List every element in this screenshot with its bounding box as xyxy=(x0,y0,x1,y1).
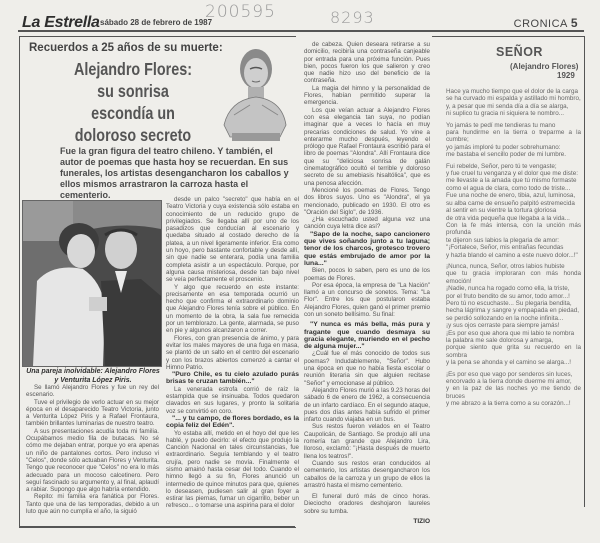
masthead xyxy=(18,12,584,32)
poem-verse: te dijeron sus labios la plegaria de amor: xyxy=(446,236,560,244)
poem-verse: Hace ya mucho tiempo que el dolor de la carga xyxy=(446,88,578,95)
bust-portrait-image xyxy=(220,45,288,143)
article-kicker: Recuerdos a 25 años de su muerte: xyxy=(29,42,223,54)
article-headline: Alejandro Flores: su sonrisa escondía un doloroso secreto xyxy=(73,59,193,145)
poem-verse: Pero tú no escuchaste... Su plegaria bendita, xyxy=(446,299,572,307)
paragraph: ¿Cuál fue el más conocido de todos sus poemas? Indudablemente, "Señor". Hubo una época en que no había fiesta escolar o reunión literaria sin que alguien recitase "Señor" y emocionase al público. xyxy=(304,350,430,387)
poem-verse: hecha lágrima y sangre y empapada en piedad, xyxy=(446,307,580,315)
paragraph: desde un palco "secreto" que había en el Teatro Victoria y cuya existencia sólo estaba en conocimiento de un reducido grupo de privilegiados. Se llegaba allí por uno de los pasadizos que conducían al escenario y quedaba situado al costado derecho de la platea, a un nivel ligeramente inferior. Era como un hoyo, pero bastante confortable y desde allí, sin que nadie se enterara, podía una familia completa asistir a un espectáculo. Porque, por alguna causa misteriosa, desde tan bajo nivel se veía perfectamente el proscenio. xyxy=(166,196,299,284)
page-number: 5 xyxy=(570,16,578,30)
poem-verse: "¡Fortalece, Señor, mis entrañas fecundas xyxy=(446,244,564,252)
newspaper-logo: La Estrella xyxy=(22,14,100,31)
paragraph: A sus presentaciones acudía toda mi familia. Ocupábamos medio fila de butacas. No sé cómo me dejaban entrar, porque yo era apenas un niño de pantalones cortos. Pero incluso vi "Celos", donde sólo actuaban Flores y Venturita. Tengo que reconocer que "Celos" no era lo más adecuado para un mocoso calcetinero. Pero seguí fascinado su argumento y, al final, aplaudí a rabiar. Supongo que algo habría entendido. xyxy=(26,427,159,494)
author-signature: TIZIO xyxy=(413,518,430,525)
paragraph: de cabeza. Quien deseara retirarse a su domicilio, recibiría una contraseña canjeable por entrada para una próxima función. Pues bien, pocos fueron los que salieron y creo que nadie hizo uso del beneficio de la contraseña. xyxy=(304,41,430,85)
paragraph: Bien, pocos lo saben, pero es uno de los poemas de Flores. xyxy=(304,267,430,282)
poem-stanza xyxy=(446,163,581,259)
paragraph: ¿Ha escuchado usted alguna vez una canción cuya letra dice así? xyxy=(304,216,430,231)
paragraph: Por esa época, la empresa de "La Nación" llamó a un concurso de sonetos. Tema: "La Flor". Entre los que postularon estaba Alejandro Flores, quien ganó el primer premio con un soneto bellísimo. Su final: xyxy=(304,281,430,318)
poem-author: (Alejandro Flores) xyxy=(510,62,579,71)
section-label xyxy=(514,16,578,30)
section-name: CRONICA xyxy=(513,18,568,30)
anthem-quote: "... y tu campo, de flores bordado, es la copia feliz del Edén". xyxy=(166,414,299,430)
paragraph: Mencioné los poemas de Flores. Tengo dos libros suyos. Uno es "Alondra", el ya mencionado, publicado en 1930. El otro es "Oración del Siglo", de 1936. xyxy=(304,186,430,216)
poem-verse: yo jamás imploré tu poder sobrehumano: xyxy=(446,143,561,151)
poem-stanza xyxy=(446,122,581,159)
paragraph: La venerada estrofa corrió de raíz la estampida que se insinuaba. Todos quedaron clavados en sus lugares, y pronto la solitaria voz se convirtió en coro. xyxy=(166,385,299,415)
article-column-1 xyxy=(26,384,159,515)
poem-verse: Yo jamás te pedí me tendieras tu mano xyxy=(446,121,556,129)
paragraph: Repito: mi familia era fanática por Flores. Tanto que una de las temporadas, debido a un luto que aún no cumplía el año, la siguió xyxy=(26,493,159,516)
poem-verse: porque siento que grita su recuerdo en la sombra xyxy=(446,344,581,359)
poem-verse: Fue una noche de enero, tibia, azul, luminosa, xyxy=(446,192,576,200)
poem-title: SEÑOR xyxy=(496,45,543,59)
paragraph: Y algo que recuerdo en este instante: precisamente en esa temporada ocurrió un hecho que confirma el extraordinario dominio que Alejandro Flores tenía sobre el público. En un momento de la obra, la sala fue remecida por un temblorazo. La gente, alarmada, se puso en pie y algunos alcanzaron a correr. xyxy=(166,283,299,335)
paragraph: Flores, con gran presencia de ánimo, y para evitar los males mayores de una fuga en masa, se plantó de un salto en el centro del escenario y con los brazos abiertos comenzó a cantar el Himno Patrio. xyxy=(166,334,299,371)
article-column-3 xyxy=(304,41,430,525)
sonnet-quote: "Y nunca es más bella, más pura y fragante que cuando desmaya su gracia elegante, muriendo en el pecho de alguna mujer..." xyxy=(304,321,430,351)
poem-verse: ni suplico tu gracia ni siquiera te nombro... xyxy=(446,110,564,118)
poem-verse: que tu gracia imploraran con más honda emoción! xyxy=(446,270,581,285)
publication-date: sábado 28 de febrero de 1987 xyxy=(100,18,213,27)
poem-verse: la palabra me sale dolorosa y amarga, xyxy=(446,337,554,344)
poem-stanza xyxy=(446,263,581,367)
article-column-2 xyxy=(166,196,299,510)
poem-verse: y en la paz de las noches yo me tiendo de bruces xyxy=(446,385,581,400)
poem-verse: se ha curvado mi espalda y astillado mi hombro, xyxy=(446,95,581,103)
article-lede: Fue la gran figura del teatro chileno. Y también, el autor de poemas que hasta hoy se recuerdan. En sus funerales, los artistas desengancharon los caballos y ellos mismos arrastraron la carroza hasta el cementerio. xyxy=(60,146,289,200)
poem-verse: por el fruto bendito de su amor, todo amor...! xyxy=(446,292,570,300)
poem-stanza xyxy=(446,371,581,408)
paragraph: Alejandro Flores murió a las 9.23 horas del sábado 6 de enero de 1962, a consecuencia de un infarto cardíaco. En el segundo ataque, pues dos días antes había sufrido el primer infarto cuando viajaba en un bus. xyxy=(304,386,430,424)
paragraph: La magia del himno y la personalidad de Flores, habían permitido superar la emergencia. xyxy=(304,84,430,107)
handwritten-reference-number: 8293 xyxy=(330,8,375,27)
poem-verse: ¡Es por eso que ahora que mi labio te nombra xyxy=(446,329,575,337)
paragraph: Tuve el privilegio de verlo actuar en su mejor época en el desaparecido Teatro Victoria, junto a Venturita López Piris y a Rafael Frontaura, también brillantes luminarias de nuestro teatro. xyxy=(26,398,159,428)
paragraph: Sus restos fueron velados en el Teatro Caupolicán, de Santiago. Se produjo allí una romería tan grande que Alejandro Lira, lloroso, exclamó: "¡Hasta después de muerto llena los teatros!". xyxy=(304,423,430,460)
poem-verse: Fui rebelde, Señor, pero tú te vengaste; xyxy=(446,162,557,170)
poem-verse: ¡Nadie, nunca ha rogado como ella, la triste, xyxy=(446,285,570,293)
poem-year: 1929 xyxy=(557,71,575,80)
handwritten-archive-number: 200595 xyxy=(205,2,276,22)
song-quote: "Sapo de la noche, sapo cancionero que vives soñando junto a tu laguna; tenor de los charcos, grotesco trovero que estás embrujado de amor por la luna..." xyxy=(304,230,430,267)
poem-verse: se perdió sollozando en la noche infinita... xyxy=(446,314,564,322)
poem-verse: ¡Nunca, nunca, Señor, otros labios hubiste xyxy=(446,262,565,270)
article-bottom-rule xyxy=(19,526,295,527)
paragraph: Se llamó Alejandro Flores y fue un rey del escenario. xyxy=(26,384,159,399)
paragraph: Cuando sus restos eran conducidos al cementerio, los artistas desengancharon los caballos de la carroza y un grupo de ellos la arrastró hasta el mismo cementerio. xyxy=(304,459,430,489)
poem-verse: y fue cruel tu venganza y el dolor que me diste: xyxy=(446,170,578,178)
poem-verse: para hundirme en la tierra o treparme a la cumbre; xyxy=(446,129,581,144)
poem-verse: me bastaba el sencillo poder de mi lumbre. xyxy=(446,151,567,159)
poem-verse: ¡Es por eso que vago por senderos sin luces, xyxy=(446,370,573,378)
couple-photo xyxy=(22,200,162,367)
poem-verse: Con la fe más intensa, con la unción más profunda xyxy=(446,221,581,237)
photo-caption: Una pareja inolvidable: Alejandro Flores y Venturita López Piris. xyxy=(26,368,160,384)
poem-verse: al sentir en su vientre la tortura gloriosa xyxy=(446,207,557,215)
poem-stanza xyxy=(446,88,581,118)
poem-verse: y, a pesar que mi senda día a día se alarga, xyxy=(446,102,569,110)
paragraph: El funeral duró más de cinco horas. Dieciocho oradores deshojaron laureles sobre su tumba. xyxy=(304,493,430,515)
poem-verse: ¡y sus ojos cerraste para siempre jamás! xyxy=(446,322,560,330)
poem-verse: y me abrazo a la tierra como a su corazón...! xyxy=(446,400,571,408)
poem-verse: de otra vida pequeña que llegaba a la vida... xyxy=(446,214,570,222)
poem-verse: me llevaste a la amada que tú mismo formaste xyxy=(446,177,577,185)
poem-verse: su alba carne de ensueño palpitó estremecida xyxy=(446,199,575,207)
poem-verse: como el agua de clara, como todo de triste... xyxy=(446,184,571,192)
poem-verse: y hazla blando el camino a este nuevo dolor...!" xyxy=(446,251,578,259)
poem-verse: encorvado a la tierra donde duerme mi amor, xyxy=(446,378,572,386)
poem-body xyxy=(446,88,581,412)
anthem-quote: "Puro Chile, es tu cielo azulado purás brisas te cruzan también..." xyxy=(166,371,299,386)
paragraph: Yo estaba allí, metido en el hoyo del que les hablé, y puedo decirlo: el efecto que produjo la Canción Nacional en tales circunstancias, fue extraordinario. Seguía temblando y el teatro crujía, pero nadie se movía. Finalmente el sismo amainó hasta cesar del todo. Cuando el himno llegó a su fin, Flores anunció un intermedio de quince minutos para que, quienes lo deseasen, pudiesen salir al gran foyer a estirar las piernas, fumar un cigarrillo, beber un refresco... o tomarse una aspirina para el dolor xyxy=(166,429,299,510)
poem-verse: y la pena se ahonda y el camino se alarga...! xyxy=(446,359,571,367)
paragraph: Los que veían actuar a Alejandro Flores con esa elegancia tan suya, no podían imaginar que a veces lo hacía en muy precarias condiciones de salud. Yo vine a enterarme mucho después, leyendo el prólogo que Rafael Frontaura escribió para el libro de poemas "Alondra". Allí Frontaura dice que su "deliciosa sonrisa de galán cinematográfico ocultó el terrible y doloroso secreto de su amebiasis hisaltólica", que es una penosa afección. xyxy=(304,106,430,187)
